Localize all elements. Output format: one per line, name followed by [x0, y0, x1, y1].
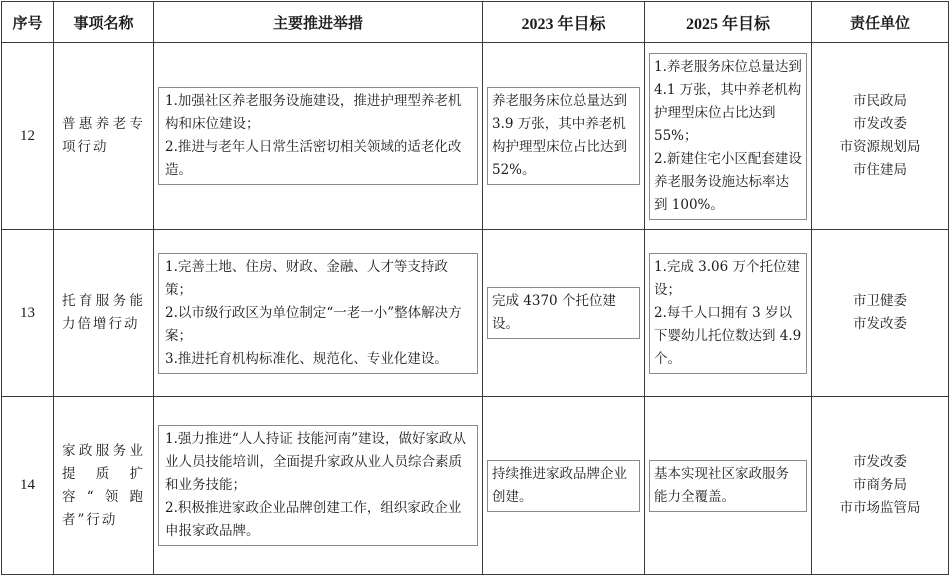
measures-box	[158, 253, 478, 374]
row-goal-2025	[645, 43, 812, 230]
goal-2025-box	[649, 460, 807, 512]
header-goal-2025: 2025 年目标	[645, 2, 812, 43]
header-goal-2023: 2023 年目标	[483, 2, 645, 43]
unit-line: 市住建局	[853, 162, 907, 178]
row-units	[812, 230, 949, 397]
goal-2025-box	[649, 253, 807, 374]
row-item-name	[54, 43, 154, 230]
row-item-name	[54, 230, 154, 397]
header-measures: 主要推进举措	[154, 2, 483, 43]
row-seq: 13	[2, 230, 54, 397]
row-goal-2025	[645, 230, 812, 397]
row-measures	[154, 397, 483, 575]
unit-line: 市发改委	[853, 454, 907, 470]
row-item-name-text: 托育服务能力倍增行动	[62, 293, 145, 332]
row-units	[812, 43, 949, 230]
row-seq: 14	[2, 397, 54, 575]
goal-2025-line: 2.新建住宅小区配套建设养老服务设施达标率达到 100%。	[654, 150, 802, 213]
row-item-name-text: 普惠养老专项行动	[62, 116, 145, 155]
table-row	[2, 230, 949, 397]
goal-2023-line: 完成 4370 个托位建设。	[492, 293, 616, 332]
measure-line: 1.加强社区养老服务设施建设，推进护理型养老机构和床位建设；	[165, 93, 462, 132]
unit-line: 市发改委	[853, 116, 907, 132]
header-row	[2, 2, 949, 43]
measure-line: 3.推进托育机构标准化、规范化、专业化建设。	[165, 350, 448, 367]
goal-2023-line: 养老服务床位总量达到 3.9 万张，其中养老机构护理型床位占比达到 52%。	[492, 93, 627, 178]
measure-line: 1.强力推进“人人持证 技能河南”建设，做好家政从业人员技能培训，全面提升家政从业人员综合素质和业务技能；	[165, 431, 466, 493]
goal-2025-line: 1.养老服务床位总量达到 4.1 万张，其中养老机构护理型床位占比达到 55%；	[654, 58, 802, 144]
table-row	[2, 43, 949, 230]
header-seq: 序号	[2, 2, 54, 43]
goal-2025-line: 基本实现社区家政服务能力全覆盖。	[654, 465, 789, 505]
unit-line: 市民政局	[853, 93, 907, 109]
action-plan-table	[1, 1, 949, 575]
table-row	[2, 397, 949, 575]
measure-line: 2.以市级行政区为单位制定“一老一小”整体解决方案；	[165, 304, 462, 344]
row-measures	[154, 230, 483, 397]
goal-2023-box	[487, 460, 640, 512]
row-goal-2023	[483, 230, 645, 397]
row-goal-2023	[483, 43, 645, 230]
goal-2023-box	[487, 287, 640, 339]
row-units	[812, 397, 949, 575]
row-seq: 12	[2, 43, 54, 230]
goal-2025-line: 1.完成 3.06 万个托位建设；	[654, 258, 801, 298]
measures-box	[158, 425, 478, 546]
row-goal-2025	[645, 397, 812, 575]
measures-box	[158, 87, 478, 185]
goal-2023-line: 持续推进家政品牌企业创建。	[492, 465, 627, 505]
row-measures	[154, 43, 483, 230]
row-goal-2023	[483, 397, 645, 575]
row-item-name-text: 家政服务业提质扩容“领跑者”行动	[62, 442, 145, 528]
unit-line: 市商务局	[853, 477, 907, 493]
measure-line: 1.完善土地、住房、财政、金融、人才等支持政策；	[165, 258, 448, 298]
header-item: 事项名称	[54, 2, 154, 43]
goal-2025-box	[649, 53, 807, 220]
measure-line: 2.推进与老年人日常生活密切相关领域的适老化改造。	[165, 139, 462, 178]
unit-line: 市发改委	[853, 316, 907, 332]
measure-line: 2.积极推进家政企业品牌创建工作，组织家政企业申报家政品牌。	[165, 500, 462, 539]
row-item-name	[54, 397, 154, 575]
header-units: 责任单位	[812, 2, 949, 43]
goal-2025-line: 2.每千人口拥有 3 岁以下婴幼儿托位数达到 4.9 个。	[654, 304, 802, 367]
goal-2023-box	[487, 87, 640, 185]
unit-line: 市卫健委	[853, 293, 907, 309]
unit-line: 市资源规划局	[839, 139, 921, 155]
unit-line: 市市场监管局	[839, 500, 921, 516]
